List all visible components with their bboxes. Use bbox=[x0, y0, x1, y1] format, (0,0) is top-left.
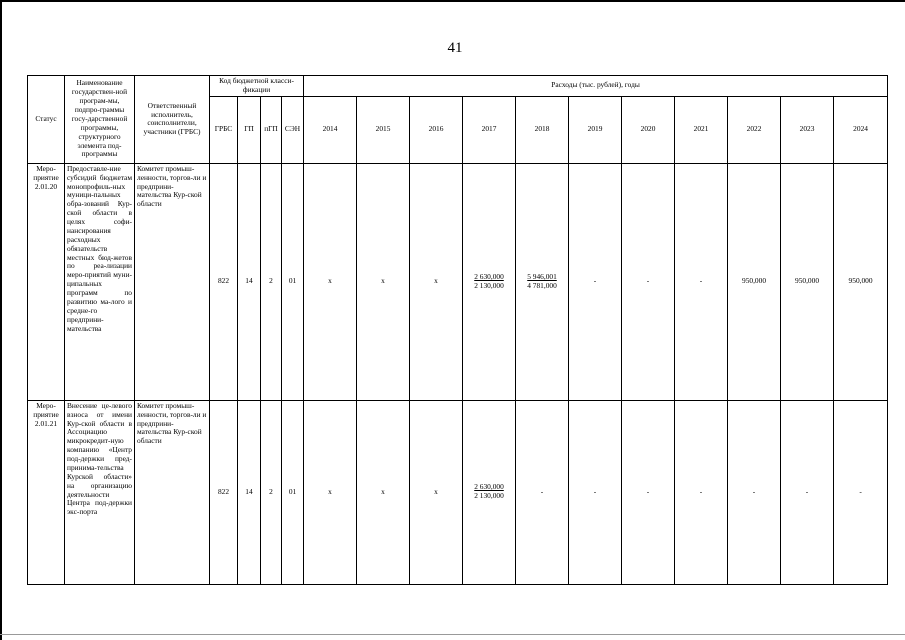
row-value-2017 bbox=[463, 400, 516, 584]
header-status: Статус bbox=[28, 76, 65, 164]
row-value-2020: - bbox=[622, 163, 675, 400]
row-value-2017 bbox=[463, 163, 516, 400]
row-name: Предоставле-ние субсидий бюджетам монопрофиль-ных муници-пальных обра-зований Кур-ской области в целях софи-нансирования расходных обязательств местных бюд-жетов по реа-лизации меро-приятий муни-ципальных программ по развитию ма-лого и средне-го предприни-мательства bbox=[65, 163, 135, 400]
header-pgp: пГП bbox=[261, 96, 282, 163]
header-year: 2024 bbox=[834, 96, 888, 163]
row-value-2019: - bbox=[569, 163, 622, 400]
header-expenses: Расходы (тыс. рублей), годы bbox=[304, 76, 888, 97]
page-frame-left bbox=[0, 0, 2, 640]
value-total: 2 630,000 bbox=[474, 271, 504, 281]
header-year: 2017 bbox=[463, 96, 516, 163]
header-year: 2023 bbox=[781, 96, 834, 163]
header-row-1 bbox=[28, 76, 888, 97]
row-value-2015: x bbox=[357, 163, 410, 400]
row-value-2022: 950,000 bbox=[728, 163, 781, 400]
header-responsible: Ответственный исполнитель, соисполнители, участники (ГРБС) bbox=[135, 76, 210, 164]
row-value-2016: x bbox=[410, 400, 463, 584]
header-sem: СЭН bbox=[282, 96, 304, 163]
header-grbs: ГРБС bbox=[210, 96, 238, 163]
row-value-2024: 950,000 bbox=[834, 163, 888, 400]
row-value-2018: - bbox=[516, 400, 569, 584]
row-gp: 14 bbox=[238, 400, 261, 584]
row-name: Внесение це-левого взноса от имени Кур-ской области в Ассоциацию микрокредит-ную компанию «Центр под-держки пред-принима-тельства Курской области» на организацию деятельности Центра под-держки экс-порта bbox=[65, 400, 135, 584]
row-value-2023: - bbox=[781, 400, 834, 584]
value-sub: 4 781,000 bbox=[527, 280, 557, 290]
header-gp: ГП bbox=[238, 96, 261, 163]
page-number: 41 bbox=[447, 40, 463, 56]
header-budget-code: Код бюджетной класси-фикации bbox=[210, 76, 304, 97]
row-value-2020: - bbox=[622, 400, 675, 584]
row-value-2021: - bbox=[675, 400, 728, 584]
row-pgp: 2 bbox=[261, 163, 282, 400]
row-value-2024: - bbox=[834, 400, 888, 584]
row-sem: 01 bbox=[282, 400, 304, 584]
page-frame-top bbox=[0, 0, 905, 2]
header-year: 2016 bbox=[410, 96, 463, 163]
table-row bbox=[28, 163, 888, 400]
page-frame-bottom bbox=[0, 634, 905, 635]
value-sub: 2 130,000 bbox=[474, 491, 504, 501]
row-value-2015: x bbox=[357, 400, 410, 584]
row-responsible: Комитет промыш-ленности, торгов-ли и предприни-мательства Кур-ской области bbox=[135, 163, 210, 400]
row-grbs: 822 bbox=[210, 163, 238, 400]
header-year: 2014 bbox=[304, 96, 357, 163]
row-status: Меро-приятие 2.01.20 bbox=[28, 163, 65, 400]
row-responsible: Комитет промыш-ленности, торгов-ли и предприни-мательства Кур-ской области bbox=[135, 400, 210, 584]
budget-table bbox=[27, 75, 888, 585]
row-value-2014: x bbox=[304, 163, 357, 400]
row-value-2021: - bbox=[675, 163, 728, 400]
row-value-2019: - bbox=[569, 400, 622, 584]
header-year: 2019 bbox=[569, 96, 622, 163]
row-value-2014: x bbox=[304, 400, 357, 584]
row-gp: 14 bbox=[238, 163, 261, 400]
row-value-2016: x bbox=[410, 163, 463, 400]
value-total: 5 946,001 bbox=[527, 271, 557, 281]
row-sem: 01 bbox=[282, 163, 304, 400]
row-status: Меро-приятие 2.01.21 bbox=[28, 400, 65, 584]
table-row bbox=[28, 400, 888, 584]
value-total: 2 630,000 bbox=[474, 482, 504, 492]
header-name: Наименование государствен-ной програм-мы, подпро-граммы госу-дарственной программы, структурного элемента под-программы bbox=[65, 76, 135, 164]
row-value-2023: 950,000 bbox=[781, 163, 834, 400]
value-sub: 2 130,000 bbox=[474, 280, 504, 290]
row-value-2018 bbox=[516, 163, 569, 400]
header-year: 2021 bbox=[675, 96, 728, 163]
header-year: 2022 bbox=[728, 96, 781, 163]
header-year: 2020 bbox=[622, 96, 675, 163]
row-pgp: 2 bbox=[261, 400, 282, 584]
row-value-2022: - bbox=[728, 400, 781, 584]
header-year: 2015 bbox=[357, 96, 410, 163]
row-grbs: 822 bbox=[210, 400, 238, 584]
header-year: 2018 bbox=[516, 96, 569, 163]
